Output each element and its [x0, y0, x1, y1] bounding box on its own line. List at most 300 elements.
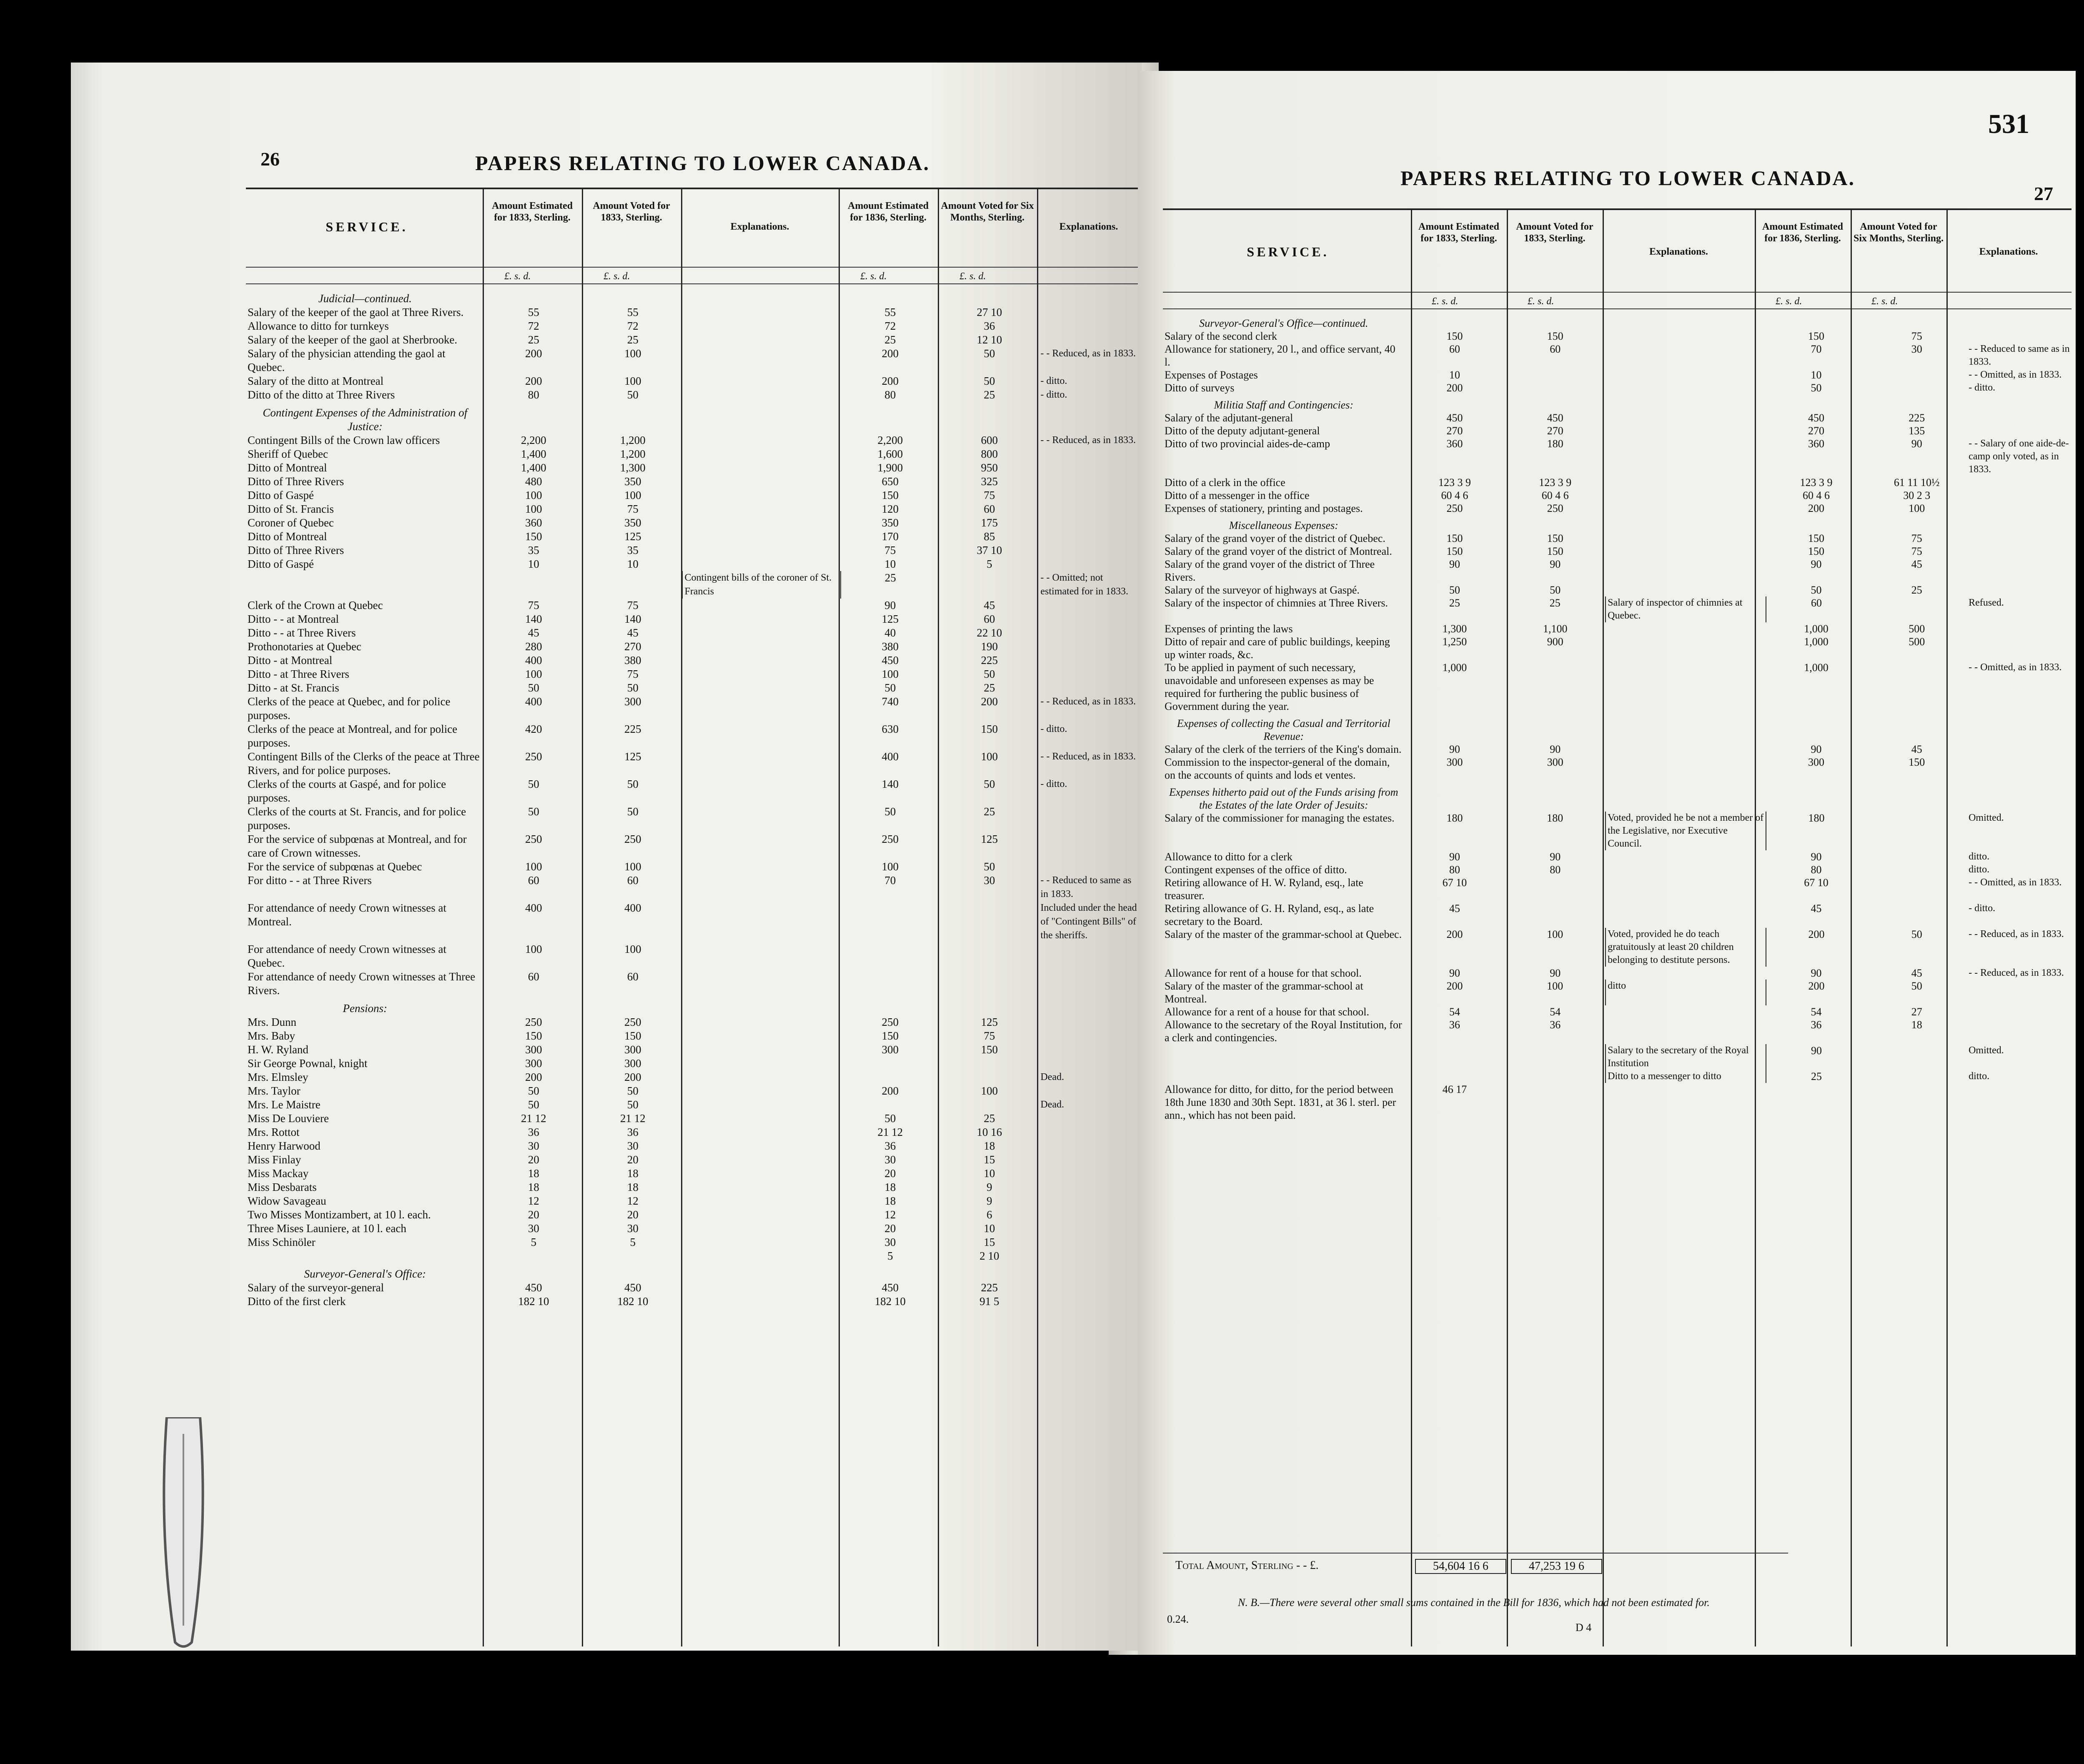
cell-exp2 [1967, 980, 2071, 1005]
cell-exp2 [1967, 515, 2071, 532]
cell-exp [1606, 558, 1766, 584]
cell-v33: 18 [627, 1167, 639, 1180]
cell-e36 [1766, 1083, 1867, 1122]
right-page [1138, 71, 2076, 1655]
cell-v33: 12 [627, 1195, 639, 1207]
cell-e36: 350 [882, 516, 899, 529]
cell-exp2 [1039, 681, 1142, 695]
cell-exp [682, 942, 840, 970]
cell-v33: 36 [627, 1126, 639, 1138]
cell-e36: 150 [1808, 532, 1824, 544]
table-row [1163, 756, 2071, 782]
cell-exp [682, 1235, 840, 1249]
cell-exp2 [1039, 530, 1142, 544]
cell-e33: 46 17 [1442, 1083, 1467, 1095]
cell-exp2 [1039, 1180, 1142, 1194]
cell-e33: 45 [1449, 902, 1460, 915]
cell-v36: 225 [1909, 412, 1925, 424]
cell-e36: 123 3 9 [1800, 476, 1833, 489]
right-page-number: 27 [2034, 183, 2053, 204]
cell-e33: 10 [1449, 369, 1460, 381]
cell-v36: 37 10 [977, 544, 1002, 556]
cell-e36: 67 10 [1804, 877, 1829, 889]
cell-item: For ditto - - at Three Rivers [248, 874, 372, 887]
cell-e33: 100 [525, 489, 542, 501]
section-heading-row [246, 288, 1142, 306]
cell-exp [682, 516, 840, 530]
cell-exp [1606, 902, 1766, 928]
cell-exp [682, 997, 840, 1015]
cell-e33: 200 [525, 375, 542, 387]
cell-e36: 12 [884, 1208, 896, 1221]
cell-item: Allowance for rent of a house for that school. [1165, 967, 1362, 979]
cell-v33 [1505, 876, 1606, 902]
cell-e33: 5 [531, 1236, 537, 1248]
col-header-voted-1833: Amount Voted for 1833, Sterling. [593, 200, 670, 223]
cell-v36: 15 [984, 1153, 995, 1166]
cell-e33: 200 [1446, 928, 1463, 940]
cell-exp [682, 722, 840, 750]
cell-item: Allowance to ditto for turnkeys [248, 320, 389, 332]
cell-e33: 20 [528, 1153, 539, 1166]
lsd-label: £. s. d. [860, 271, 887, 282]
cell-exp [682, 447, 840, 461]
cell-v36 [1866, 812, 1967, 850]
cell-exp2 [1039, 1208, 1142, 1222]
cell-e36: 450 [1808, 412, 1824, 424]
table-row [1163, 343, 2071, 368]
cell-v33: 60 [627, 970, 639, 983]
cell-exp [1606, 713, 1766, 743]
cell-v33: 75 [627, 503, 639, 515]
cell-e33: 123 3 9 [1438, 476, 1471, 489]
cell-exp [1606, 424, 1766, 437]
cell-e33 [1405, 713, 1505, 743]
cell-v33: 50 [627, 388, 639, 401]
cell-exp [1606, 330, 1766, 343]
cell-e36: 5 [887, 1250, 893, 1262]
cell-v33: 30 [627, 1222, 639, 1235]
cell-e33: 1,250 [1442, 636, 1467, 648]
cell-e33: 90 [1449, 967, 1460, 979]
col-header-voted-six-months: Amount Voted for Six Months, Sterling. [941, 200, 1034, 223]
cell-exp2 [1039, 640, 1142, 654]
table-row [246, 388, 1142, 402]
cell-item: For the service of subpœnas at Montreal, and for care of Crown witnesses. [248, 833, 467, 859]
cell-v33: 60 [627, 874, 639, 887]
cell-e33 [1405, 313, 1505, 330]
cell-item: Expenses of Postages [1165, 369, 1258, 381]
cell-e33: 270 [1446, 425, 1463, 437]
cell-exp [682, 557, 840, 571]
cell-exp2 [1039, 516, 1142, 530]
cell-e33: 10 [528, 558, 539, 570]
cell-e33 [1405, 782, 1505, 812]
cell-e33: 250 [1446, 502, 1463, 514]
cell-v33 [583, 288, 682, 306]
cell-e33: 90 [1449, 558, 1460, 570]
cell-e36: 650 [882, 475, 899, 488]
cell-v36: 190 [981, 640, 998, 653]
cell-item: Contingent Bills of the Crown law officers [248, 434, 440, 446]
col-header-est-1836: Amount Estimated for 1836, Sterling. [847, 200, 929, 223]
cell-e33 [484, 1263, 583, 1281]
section-heading-row [246, 1263, 1142, 1281]
table-row [1163, 502, 2071, 515]
cell-exp [682, 1112, 840, 1125]
table-row [1163, 596, 2071, 622]
cell-v33 [1505, 313, 1606, 330]
table-row [246, 750, 1142, 777]
cell-item: Allowance for ditto, for ditto, for the period between 18th June 1830 and 30th Sept. 1831, at 36 l. sterl. per ann., which has not been paid. [1165, 1083, 1396, 1121]
cell-v36: 150 [981, 723, 998, 735]
cell-v33: 450 [624, 1281, 641, 1294]
cell-exp2 [1967, 1018, 2071, 1044]
cell-e33: 100 [525, 503, 542, 515]
cell-e36 [841, 901, 940, 942]
table-row [246, 516, 1142, 530]
cell-v36: 100 [981, 750, 998, 763]
cell-exp2: - - Omitted; not estimated for in 1833. [1040, 572, 1129, 597]
cell-v33: 1,300 [620, 461, 646, 474]
col-header-service: SERVICE. [326, 219, 408, 234]
cell-v36 [940, 1098, 1039, 1112]
cell-v36: 9 [986, 1195, 992, 1207]
cell-v36: 18 [984, 1140, 995, 1152]
lsd-label: £. s. d. [959, 271, 986, 282]
cell-v33 [1505, 661, 1606, 713]
cell-exp [1606, 850, 1766, 863]
table-row [246, 306, 1142, 319]
table-row [246, 1153, 1142, 1167]
cell-e33: 18 [528, 1167, 539, 1180]
cell-v36: 200 [981, 695, 998, 708]
cell-item: Salary of the master of the grammar-school at Quebec. [1165, 928, 1402, 940]
table-row [246, 1139, 1142, 1153]
cell-v36: 25 [984, 1112, 995, 1125]
cell-e36: 60 4 6 [1802, 489, 1830, 501]
cell-e36: 20 [884, 1167, 896, 1180]
cell-e33: 50 [528, 682, 539, 694]
cell-exp2: Omitted. [1969, 812, 2004, 823]
cell-e36: 1,000 [1804, 636, 1829, 648]
cell-exp2: - ditto. [1040, 779, 1067, 789]
cell-exp [1606, 584, 1766, 596]
cell-e33: 200 [525, 347, 542, 360]
cell-exp2 [1039, 557, 1142, 571]
cell-e36: 50 [884, 682, 896, 694]
cell-e36: 2,200 [877, 434, 903, 446]
cell-item: Ditto of a messenger in the office [1165, 489, 1310, 501]
cell-exp [682, 1208, 840, 1222]
cell-exp [1606, 411, 1766, 424]
cell-exp [682, 874, 840, 901]
cell-item: Miss Mackay [248, 1167, 309, 1180]
lsd-label: £. s. d. [604, 271, 630, 282]
cell-e36: 18 [884, 1181, 896, 1193]
cell-item: Contingent expenses of the office of ditto. [1165, 864, 1347, 876]
cell-item: Salary of the ditto at Montreal [248, 375, 384, 387]
cell-exp [682, 433, 840, 447]
cell-e36: 60 [1811, 597, 1822, 609]
table-row [246, 1112, 1142, 1125]
cell-v33: 100 [624, 375, 641, 387]
cell-exp [682, 1098, 840, 1112]
cell-exp [1606, 635, 1766, 661]
cell-exp2 [1039, 1112, 1142, 1125]
cell-v33: 50 [627, 1098, 639, 1111]
cell-v36: 125 [981, 1016, 998, 1028]
cell-e33: 100 [525, 668, 542, 680]
cell-exp [682, 695, 840, 722]
cell-exp [1606, 1018, 1766, 1044]
cell-v33: 20 [627, 1208, 639, 1221]
cell-e33: 300 [525, 1043, 542, 1056]
lsd-label: £. s. d. [1871, 296, 1898, 307]
cell-v33: 25 [627, 333, 639, 346]
cell-item: Allowance to the secretary of the Royal Institution, for a clerk and contingencies. [1165, 1019, 1402, 1044]
cell-exp2 [1039, 942, 1142, 970]
cell-v36 [1866, 782, 1967, 812]
cell-e33 [484, 402, 583, 433]
cell-v36: 75 [1911, 532, 1922, 544]
cell-item: Clerks of the peace at Montreal, and for police purposes. [248, 723, 458, 749]
cell-v36: 45 [1911, 743, 1922, 755]
table-row [1163, 1044, 2071, 1070]
cell-v36: 100 [1909, 502, 1925, 514]
cell-e36: 200 [882, 1085, 899, 1097]
cell-e36: 20 [884, 1222, 896, 1235]
cell-item: For attendance of needy Crown witnesses at Quebec. [248, 943, 446, 969]
cell-e33 [1405, 515, 1505, 532]
table-row [1163, 980, 2071, 1005]
cell-exp: Salary to the secretary of the Royal Institution [1606, 1044, 1766, 1070]
cell-v33 [1505, 368, 1606, 381]
cell-exp [682, 1167, 840, 1180]
table-row [246, 805, 1142, 832]
cell-v33: 150 [624, 1030, 641, 1042]
cell-item: Salary of the surveyor of highways at Gaspé. [1165, 584, 1360, 596]
cell-e36: 300 [882, 1043, 899, 1056]
cell-exp [682, 1057, 840, 1070]
cell-exp [682, 1180, 840, 1194]
cell-exp2 [1967, 782, 2071, 812]
cell-item: Sir George Pownal, knight [248, 1057, 368, 1070]
table-row [246, 1070, 1142, 1084]
cell-e36: 10 [1811, 369, 1822, 381]
cell-e36: 25 [1811, 1070, 1822, 1082]
cell-exp2 [1039, 970, 1142, 997]
cell-v36: 175 [981, 516, 998, 529]
cell-v33: 380 [624, 654, 641, 667]
cell-exp2: - ditto. [1040, 376, 1067, 386]
table-row [246, 1208, 1142, 1222]
cell-v33: 123 3 9 [1539, 476, 1572, 489]
cell-e33: 60 4 6 [1441, 489, 1468, 501]
cell-v33: 180 [1547, 812, 1563, 824]
cell-v33: 50 [627, 1085, 639, 1097]
cell-v33 [1505, 394, 1606, 411]
col-header-est-1836: Amount Estimated for 1836, Sterling. [1762, 221, 1843, 244]
cell-exp2 [1039, 1029, 1142, 1043]
cell-exp [682, 530, 840, 544]
cell-e33: 67 10 [1442, 877, 1467, 889]
cell-exp2 [1039, 1194, 1142, 1208]
cell-e33 [484, 1249, 583, 1263]
cell-exp2: - - Reduced, as in 1833. [1969, 929, 2064, 940]
table-row [246, 860, 1142, 874]
cell-exp [682, 1139, 840, 1153]
cell-e36: 80 [1811, 864, 1822, 876]
cell-v33: 300 [1547, 756, 1563, 768]
table-row [1163, 489, 2071, 502]
table-row [1163, 1018, 2071, 1044]
table-row [246, 1249, 1142, 1263]
cell-v33: 100 [1547, 980, 1563, 992]
table-row [1163, 928, 2071, 967]
table-row [246, 681, 1142, 695]
cell-e33: 25 [528, 333, 539, 346]
cell-exp: Contingent bills of the coroner of St. Francis [682, 571, 840, 599]
cell-e36: 270 [1808, 425, 1824, 437]
cell-exp2 [1039, 1015, 1142, 1029]
cell-v36: 50 [984, 668, 995, 680]
cell-e36: 450 [882, 654, 899, 667]
cell-e33: 1,400 [521, 461, 546, 474]
cell-v36: 500 [1909, 623, 1925, 635]
cell-item: H. W. Ryland [248, 1043, 308, 1056]
cell-v36 [1866, 850, 1967, 863]
cell-item [246, 1249, 484, 1263]
cell-v36: 12 10 [977, 333, 1002, 346]
cell-v36: 2 10 [979, 1250, 999, 1262]
left-page-number: 26 [260, 148, 280, 170]
cell-e33: 200 [1446, 382, 1463, 394]
cell-exp2 [1967, 424, 2071, 437]
cell-exp [1606, 743, 1766, 756]
cell-item: Ditto of the deputy adjutant-general [1165, 425, 1320, 437]
cell-item: Miss De Louviere [248, 1112, 329, 1125]
cell-exp2 [1039, 1249, 1142, 1263]
table-row [246, 1295, 1142, 1308]
table-row [246, 599, 1142, 612]
cell-e36: 70 [1811, 343, 1822, 355]
cell-exp [682, 750, 840, 777]
cell-v33: 75 [627, 599, 639, 611]
cell-e36: 250 [882, 1016, 899, 1028]
cell-e36: 170 [882, 530, 899, 543]
col-header-est-1833: Amount Estimated for 1833, Sterling. [491, 200, 573, 223]
cell-exp2 [1967, 713, 2071, 743]
table-row [246, 433, 1142, 447]
cell-e33: 300 [525, 1057, 542, 1070]
col-header-explanations-2: Explanations. [1059, 221, 1118, 232]
cell-item: For attendance of needy Crown witnesses at Three Rivers. [248, 970, 476, 997]
cell-item: Ditto - at St. Francis [248, 682, 339, 694]
table-row [1163, 1083, 2071, 1122]
cell-e33: 36 [1449, 1019, 1460, 1031]
cell-exp [682, 612, 840, 626]
cell-e36: 250 [882, 833, 899, 845]
table-row [1163, 1005, 2071, 1018]
cell-e33: 60 [528, 874, 539, 887]
cell-item: Salary of the keeper of the gaol at Three Rivers. [248, 306, 464, 318]
cell-item: Retiring allowance of G. H. Ryland, esq., as late secretary to the Board. [1165, 902, 1374, 927]
cell-v36: 75 [984, 1030, 995, 1042]
cell-exp [1606, 532, 1766, 545]
cell-exp [682, 1070, 840, 1084]
cell-item: Ditto of Montreal [248, 461, 327, 474]
cell-exp [682, 640, 840, 654]
cell-exp2 [1967, 502, 2071, 515]
cell-v33 [583, 1249, 682, 1263]
col-header-service: SERVICE. [1247, 244, 1329, 259]
cell-v36: 50 [984, 778, 995, 790]
cell-exp [682, 347, 840, 374]
cell-e36: 740 [882, 695, 899, 708]
cell-item [1163, 1070, 1405, 1083]
cell-exp2 [1039, 1167, 1142, 1180]
cell-v33: 150 [1547, 330, 1563, 342]
cell-v33 [1505, 902, 1606, 928]
cell-exp2 [1967, 756, 2071, 782]
total-voted-1833: 47,253 19 6 [1511, 1559, 1602, 1574]
cell-v33 [1505, 1044, 1606, 1070]
cell-exp2 [1967, 635, 2071, 661]
cell-exp2 [1039, 461, 1142, 475]
cell-exp [1606, 381, 1766, 394]
cell-v36 [940, 571, 1039, 599]
cell-exp [682, 1029, 840, 1043]
cell-exp [682, 502, 840, 516]
table-row [246, 1015, 1142, 1029]
cell-exp2 [1039, 860, 1142, 874]
cell-e36: 50 [1811, 584, 1822, 596]
cell-exp [682, 1222, 840, 1235]
cell-e36: 300 [1808, 756, 1824, 768]
cell-e33 [1405, 1070, 1505, 1083]
cell-exp2: - - Omitted, as in 1833. [1969, 369, 2062, 380]
cell-exp2 [1039, 599, 1142, 612]
cell-e33: 100 [525, 943, 542, 955]
cell-v33: 72 [627, 320, 639, 332]
cell-item: Miscellaneous Expenses: [1229, 519, 1338, 531]
cell-item [1163, 1044, 1405, 1070]
cell-v36 [1866, 876, 1967, 902]
cell-v36: 950 [981, 461, 998, 474]
cell-exp2: Included under the head of "Contingent Bills" of the sheriffs. [1040, 902, 1137, 941]
table-row [246, 777, 1142, 805]
cell-item: Salary of the grand voyer of the district of Montreal. [1165, 545, 1392, 557]
cell-exp [682, 1125, 840, 1139]
table-row [246, 1222, 1142, 1235]
cell-item: Salary of the second clerk [1165, 330, 1277, 342]
cell-e33: 2,200 [521, 434, 546, 446]
cell-v33: 90 [1550, 743, 1561, 755]
table-row [246, 1281, 1142, 1295]
cell-v36 [940, 1057, 1039, 1070]
cell-item: Allowance for a rent of a house for that school. [1165, 1006, 1369, 1018]
cell-item: Ditto - - at Montreal [248, 613, 339, 625]
cell-e36: 100 [882, 860, 899, 873]
cell-e36: 30 [884, 1153, 896, 1166]
table-row [1163, 532, 2071, 545]
table-row [246, 530, 1142, 544]
cell-e36: 360 [1808, 438, 1824, 450]
cell-exp2: - - Reduced, as in 1833. [1040, 751, 1136, 762]
cell-exp2: Refused. [1969, 597, 2004, 608]
lsd-rule [246, 283, 1142, 284]
